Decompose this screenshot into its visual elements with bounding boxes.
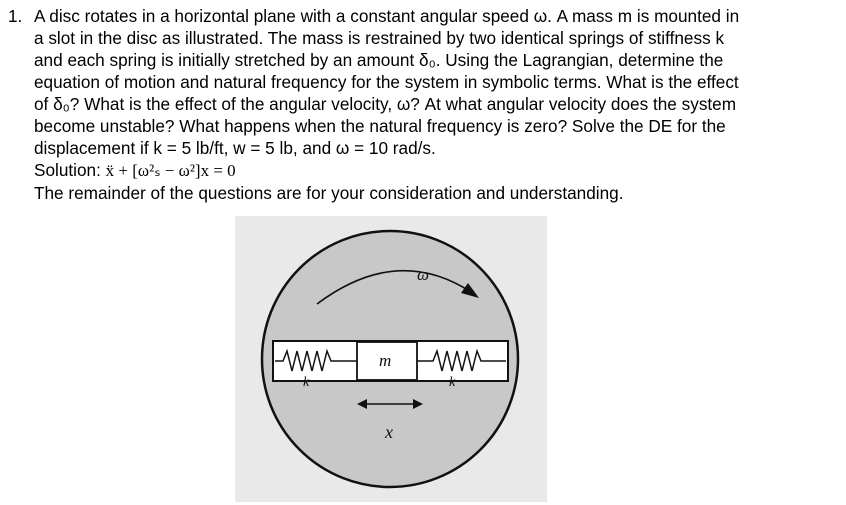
statement-line: equation of motion and natural frequency for the system in symbolic terms. What is the effect [34,72,739,92]
mass-label: m [379,351,392,370]
problem-1 [8,5,840,204]
solution-label: Solution: [34,160,101,180]
statement-line: A disc rotates in a horizontal plane with a constant angular speed ω. A mass m is mounted in [34,6,740,26]
problem-number: 1. [8,6,23,26]
right-spring-label: k [449,375,456,390]
left-spring-label: k [303,375,310,390]
statement-line: a slot in the disc as illustrated. The mass is restrained by two identical springs of stiffness k [34,28,725,48]
problem-statement [34,5,840,204]
omega-label: ω [417,265,430,284]
statement-line: displacement if k = 5 lb/ft, w = 5 lb, and ω = 10 rad/s. [34,138,436,158]
remainder-line: The remainder of the questions are for your consideration and understanding. [34,183,624,203]
displacement-label: x [385,422,393,442]
statement-line: become unstable? What happens when the natural frequency is zero? Solve the DE for the [34,116,726,136]
solution-line [34,159,840,182]
statement-line: and each spring is initially stretched by an amount δ₀. Using the Lagrangian, determine the [34,50,724,70]
solution-equation: ẍ + [ω²ₛ − ω²]x = 0 [105,161,236,180]
disc-diagram [235,216,547,502]
disc-figure [235,216,547,502]
statement-line: of δ₀? What is the effect of the angular velocity, ω? At what angular velocity does the system [34,94,737,114]
